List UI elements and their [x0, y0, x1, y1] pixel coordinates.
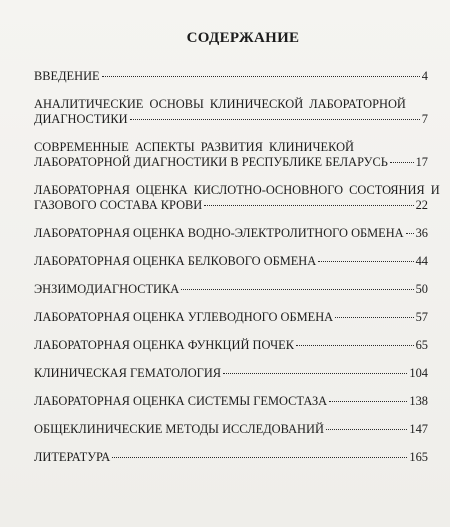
dot-leader [296, 345, 414, 346]
dot-leader [326, 429, 408, 430]
toc-entry-row [34, 282, 428, 297]
toc-entry-title: ЛАБОРАТОРНАЯ ОЦЕНКА ФУНКЦИЙ ПОЧЕК [34, 338, 294, 352]
toc-page-number: 165 [409, 450, 428, 464]
toc-page-number: 138 [409, 394, 428, 408]
toc-entry [34, 338, 428, 353]
toc-entry [34, 254, 428, 269]
dot-leader [335, 317, 414, 318]
toc-entry-title: ОБЩЕКЛИНИЧЕСКИЕ МЕТОДЫ ИССЛЕДОВАНИЙ [34, 422, 324, 436]
table-of-contents [34, 69, 440, 465]
toc-page-number: 17 [415, 155, 428, 169]
toc-entry [34, 69, 428, 84]
toc-entry-title: ГАЗОВОГО СОСТАВА КРОВИ [34, 198, 203, 212]
dot-leader [329, 401, 407, 402]
toc-entry-row [34, 198, 428, 213]
toc-entry-title: ЛАБОРАТОРНАЯ ОЦЕНКА УГЛЕВОДНОГО ОБМЕНА [34, 310, 334, 324]
toc-page-number: 44 [415, 254, 428, 268]
toc-entry-title: ЛАБОРАТОРНОЙ ДИАГНОСТИКИ В РЕСПУБЛИКЕ БЕЛАРУСЬ [34, 155, 388, 169]
toc-entry [34, 310, 428, 325]
toc-page-number: 4 [421, 69, 428, 83]
toc-page-number: 65 [415, 338, 428, 352]
toc-page-number: 7 [421, 112, 428, 126]
toc-entry-row [34, 422, 428, 437]
toc-entry [34, 394, 428, 409]
dot-leader [223, 373, 407, 374]
toc-entry-title: ЛИТЕРАТУРА [34, 450, 111, 464]
toc-entry [34, 226, 428, 241]
toc-page-number: 50 [415, 282, 428, 296]
toc-entry-row [34, 112, 428, 127]
dot-leader [406, 233, 414, 234]
toc-entry-line: СОВРЕМЕННЫЕ АСПЕКТЫ РАЗВИТИЯ КЛИНИЧЕКОЙ [34, 140, 354, 154]
toc-entry [34, 97, 428, 127]
toc-entry-row [34, 366, 428, 381]
toc-entry-title: ДИАГНОСТИКИ [34, 112, 128, 126]
toc-entry [34, 366, 428, 381]
dot-leader [318, 261, 413, 262]
toc-entry-title: ЭНЗИМОДИАГНОСТИКА [34, 282, 180, 296]
toc-entry-title: ЛАБОРАТОРНАЯ ОЦЕНКА БЕЛКОВОГО ОБМЕНА [34, 254, 317, 268]
toc-entry-row [34, 254, 428, 269]
toc-entry-row [34, 394, 428, 409]
toc-entry-row [34, 69, 428, 84]
page-title: СОДЕРЖАНИЕ [186, 30, 300, 46]
dot-leader [112, 457, 407, 458]
toc-entry-line: ЛАБОРАТОРНАЯ ОЦЕНКА КИСЛОТНО-ОСНОВНОГО СОСТОЯНИЯ И [34, 183, 440, 197]
toc-entry [34, 140, 428, 170]
toc-entry-row [34, 310, 428, 325]
toc-page-number: 104 [409, 366, 428, 380]
dot-leader [204, 205, 413, 206]
toc-page-number: 57 [415, 310, 428, 324]
dot-leader [390, 162, 414, 163]
toc-entry [34, 450, 428, 465]
toc-page-number: 36 [415, 226, 428, 240]
toc-entry [34, 282, 428, 297]
dot-leader [130, 119, 420, 120]
toc-entry [34, 183, 440, 213]
toc-entry-title: КЛИНИЧЕСКАЯ ГЕМАТОЛОГИЯ [34, 366, 222, 380]
dot-leader [181, 289, 413, 290]
toc-entry-title: ЛАБОРАТОРНАЯ ОЦЕНКА СИСТЕМЫ ГЕМОСТАЗА [34, 394, 328, 408]
toc-page-number: 147 [409, 422, 428, 436]
toc-page-number: 22 [415, 198, 428, 212]
toc-entry-row [34, 155, 428, 170]
toc-entry-row [34, 338, 428, 353]
toc-entry-row [34, 450, 428, 465]
toc-entry [34, 422, 428, 437]
toc-entry-title: ВВЕДЕНИЕ [34, 69, 100, 83]
dot-leader [102, 76, 420, 77]
toc-entry-line: АНАЛИТИЧЕСКИЕ ОСНОВЫ КЛИНИЧЕСКОЙ ЛАБОРАТОРНОЙ [34, 97, 406, 111]
toc-entry-title: ЛАБОРАТОРНАЯ ОЦЕНКА ВОДНО-ЭЛЕКТРОЛИТНОГО ОБМЕНА [34, 226, 404, 240]
toc-entry-row [34, 226, 428, 241]
